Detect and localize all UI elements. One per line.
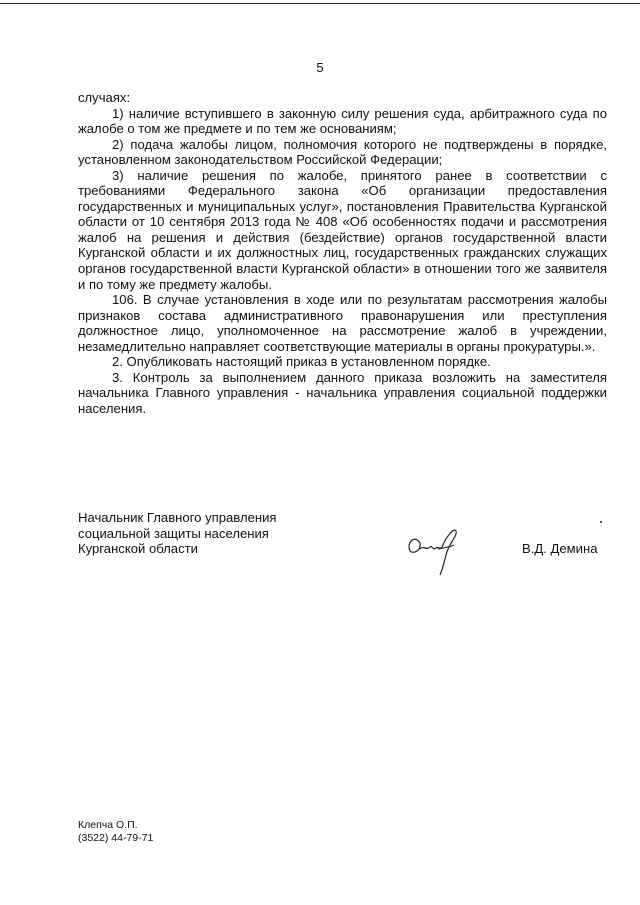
body-paragraph: 3) наличие решения по жалобе, принятого ранее в соответствии с требованиями Федерального закона «Об организации предоставления государственных и муниципальных услуг», постановления Правительства Курганской области от 10 сентября 2013 года № 408 «Об особенностях подачи и рассмотрения жалоб на решения и действия (бездействие) органов государственной власти Курганской области и их должностных лиц, государственных гражданских служащих органов государственной власти Курганской области» в отношении того же заявителя и по тому же предмету жалобы. [78,167,607,292]
executor-info [78,819,153,845]
executor-name: Клепча О.П. [78,819,138,831]
page-top-border [0,0,640,4]
signer-position [78,510,277,557]
body-paragraph: 2. Опубликовать настоящий приказ в установленном порядке. [112,354,491,370]
signer-position-line: Начальник Главного управления [78,510,277,525]
signer-position-line: социальной защиты населения [78,525,269,541]
handwritten-signature [402,515,466,579]
body-paragraph: случаях: [78,90,131,105]
body-paragraph: 106. В случае установления в ходе или по результатам рассмотрения жалобы признаков состава административного правонарушения или преступления должностное лицо, уполномоченное на рассмотрение жалоб в учреждении, незамедлительно направляет соответствующие материалы в органы прокуратуры.». [78,292,607,354]
page-number: 5 [316,60,324,75]
document-body [78,90,607,416]
body-paragraph: 1) наличие вступившего в законную силу решения суда, арбитражного суда по жалобе о том же предмете и по тем же основаниям; [78,105,607,137]
signer-position-line: Курганской области [78,541,198,557]
body-paragraph: 2) подача жалобы лицом, полномочия которого не подтверждены в порядке, установленном законодательством Российской Федерации; [78,136,607,168]
executor-phone: (3522) 44-79-71 [78,832,154,844]
body-paragraph: 3. Контроль за выполнением данного приказа возложить на заместителя начальника Главного управления - начальника управления социальной поддержки населения. [78,369,607,416]
signer-name: В.Д. Демина [522,541,598,556]
ink-dot [600,521,602,523]
